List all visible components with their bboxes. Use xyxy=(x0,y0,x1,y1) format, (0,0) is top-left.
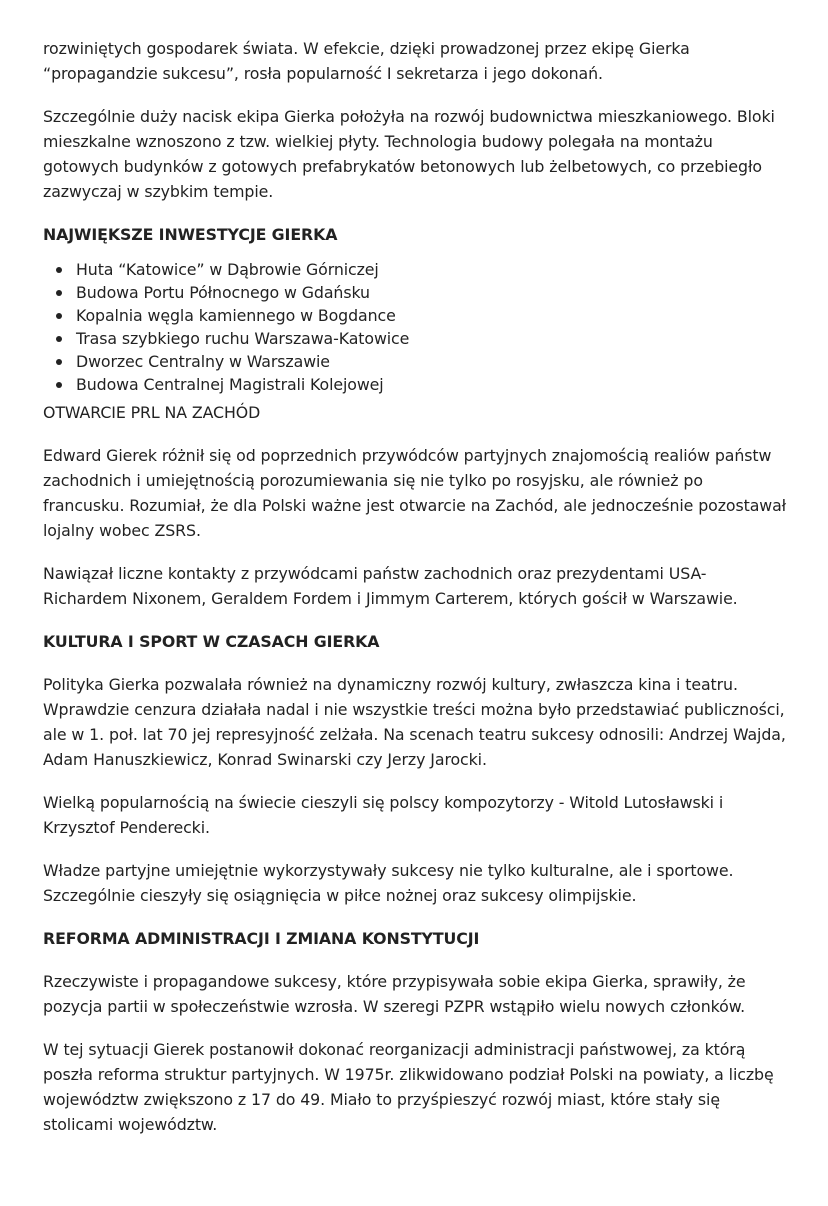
heading-reform: REFORMA ADMINISTRACJI I ZMIANA KONSTYTUCJI xyxy=(43,929,480,948)
heading-culture-sport: KULTURA I SPORT W CZASACH GIERKA xyxy=(43,632,380,651)
paragraph-administration: W tej sytuacji Gierek postanowił dokonać reorganizacji administracji państwowej, za którą poszła reforma struktur partyjnych. W 1975r. zlikwidowano podział Polski na powiaty, a liczbę województw zwiększono z 17 do 49. Miało to przyśpieszyć rozwój miast, które stały się stolicami województw. xyxy=(43,1040,774,1134)
paragraph-gierek-west: Edward Gierek różnił się od poprzednich przywódców partyjnych znajomością realiów państw zachodnich i umiejętnością porozumiewania się nie tylko po rosyjsku, ale również po francusku. Rozumiał, że dla Polski ważne jest otwarcie na Zachód, ale jednocześnie pozostawał lojalny wobec ZSRS. xyxy=(43,446,787,540)
bullet-icon xyxy=(56,313,62,319)
list-item-text: Budowa Centralnej Magistrali Kolejowej xyxy=(76,375,384,394)
paragraph-contacts: Nawiązał liczne kontakty z przywódcami państw zachodnich oraz prezydentami USA- Richardem Nixonem, Geraldem Fordem i Jimmym Carterem, których gościł w Warszawie. xyxy=(43,564,738,608)
list-item xyxy=(56,304,788,327)
list-item xyxy=(56,258,788,281)
list-item-text: Huta “Katowice” w Dąbrowie Górniczej xyxy=(76,260,379,279)
paragraph-composers: Wielką popularnością na świecie cieszyli się polscy kompozytorzy - Witold Lutosławski i Krzysztof Penderecki. xyxy=(43,793,724,837)
list-item-text: Dworzec Centralny w Warszawie xyxy=(76,352,330,371)
bullet-icon xyxy=(56,290,62,296)
investments-list xyxy=(43,258,788,396)
list-item xyxy=(56,327,788,350)
paragraph-party-position: Rzeczywiste i propagandowe sukcesy, które przypisywała sobie ekipa Gierka, sprawiły, że pozycja partii w społeczeństwie wzrosła. W szeregi PZPR wstąpiło wielu nowych członków. xyxy=(43,972,746,1016)
list-item-text: Kopalnia węgla kamiennego w Bogdance xyxy=(76,306,396,325)
bullet-icon xyxy=(56,382,62,388)
list-item xyxy=(56,350,788,373)
list-item xyxy=(56,373,788,396)
list-item xyxy=(56,281,788,304)
heading-opening-west: OTWARCIE PRL NA ZACHÓD xyxy=(43,403,261,422)
paragraph-propaganda: rozwiniętych gospodarek świata. W efekcie, dzięki prowadzonej przez ekipę Gierka “propagandzie sukcesu”, rosła popularność I sekretarza i jego dokonań. xyxy=(43,39,690,83)
paragraph-housing: Szczególnie duży nacisk ekipa Gierka położyła na rozwój budownictwa mieszkaniowego. Bloki mieszkalne wznoszono z tzw. wielkiej płyty. Technologia budowy polegała na montażu gotowych budynków z gotowych prefabrykatów betonowych lub żelbetowych, co przebiegło zazwyczaj w szybkim tempie. xyxy=(43,107,775,201)
bullet-icon xyxy=(56,267,62,273)
bullet-icon xyxy=(56,359,62,365)
heading-investments: NAJWIĘKSZE INWESTYCJE GIERKA xyxy=(43,225,338,244)
list-item-text: Budowa Portu Północnego w Gdańsku xyxy=(76,283,370,302)
bullet-icon xyxy=(56,336,62,342)
paragraph-sport: Władze partyjne umiejętnie wykorzystywały sukcesy nie tylko kulturalne, ale i sportowe. Szczególnie cieszyły się osiągnięcia w piłce nożnej oraz sukcesy olimpijskie. xyxy=(43,861,734,905)
paragraph-culture: Polityka Gierka pozwalała również na dynamiczny rozwój kultury, zwłaszcza kina i teatru. Wprawdzie cenzura działała nadal i nie wszystkie treści można było przedstawiać publiczności, ale w 1. poł. lat 70 jej represyjność zelżała. Na scenach teatru sukcesy odnosili: Andrzej Wajda, Adam Hanuszkiewicz, Konrad Swinarski czy Jerzy Jarocki. xyxy=(43,675,786,769)
list-item-text: Trasa szybkiego ruchu Warszawa-Katowice xyxy=(76,329,410,348)
